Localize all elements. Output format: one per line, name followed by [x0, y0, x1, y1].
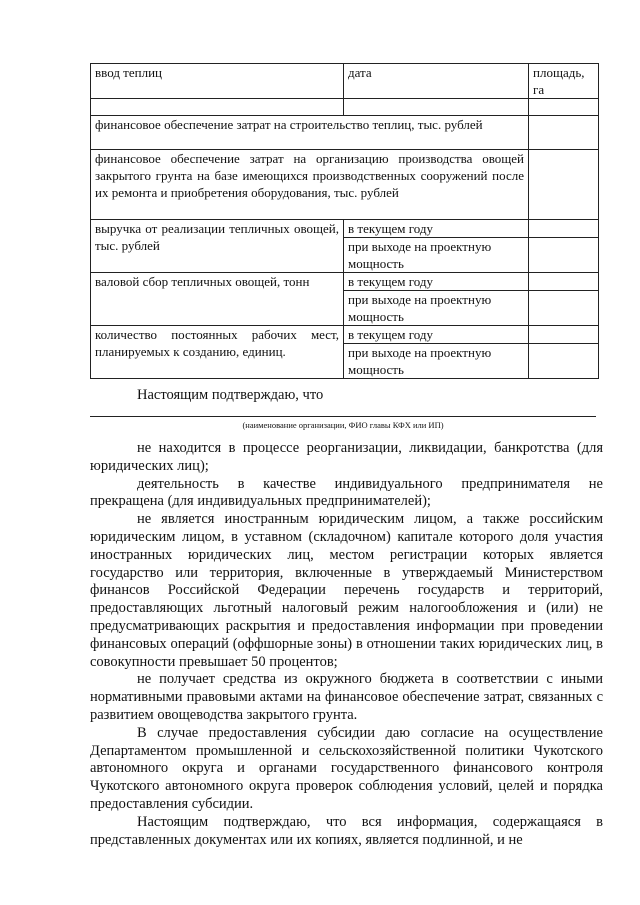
paragraph-information-authentic: Настоящим подтверждаю, что вся информация, содержащаяся в представленных документах или их копиях, является подлинной, и не [90, 813, 603, 848]
header-date: дата [344, 64, 529, 99]
current-year-cell: в текущем году [344, 273, 529, 291]
row-jobs: количество постоянных рабочих мест, планируемых к созданию, единиц. [91, 326, 344, 379]
design-capacity-cell [344, 291, 529, 326]
header-greenhouse-input: ввод теплиц [91, 64, 344, 99]
declaration-body [90, 440, 603, 849]
paragraph-consent-to-audit: В случае предоставления субсидии даю согласие на осуществление Департаментом промышленной и сельскохозяйственной политики Чукотского автономного округа и органами государственного финансового контроля Чукотского автономного округа проверок соблюдения условий, целей и порядка предоставления субсидии. [90, 724, 603, 812]
confirmation-intro: Настоящим подтверждаю, что [137, 387, 324, 403]
empty-cell [529, 238, 599, 273]
design-capacity-cell [344, 344, 529, 379]
current-year-cell: в текущем году [344, 326, 529, 344]
empty-cell [91, 99, 344, 116]
paragraph-no-other-funding: не получает средства из окружного бюджета в соответствии с иными нормативными правовыми актами на финансовое обеспечение затрат, связанных с развитием овощеводства закрытого грунта. [90, 671, 603, 723]
empty-cell [529, 273, 599, 291]
empty-cell [529, 326, 599, 344]
empty-cell [529, 150, 599, 220]
design-capacity-cell [344, 238, 529, 273]
row-financing-construction: финансовое обеспечение затрат на строительство теплиц, тыс. рублей [91, 116, 529, 150]
design-capacity-line1: при выходе на проектную [348, 239, 492, 254]
empty-cell [529, 99, 599, 116]
signature-line [90, 416, 596, 417]
signature-hint: (наименование организации, ФИО главы КФХ или ИП) [242, 420, 444, 430]
empty-cell [529, 220, 599, 238]
header-area-line1: площадь, [533, 65, 585, 80]
design-capacity-line1: при выходе на проектную [348, 292, 492, 307]
current-year-cell: в текущем году [344, 220, 529, 238]
row-harvest: валовой сбор тепличных овощей, тонн [91, 273, 344, 326]
paragraph-not-foreign-entity: не является иностранным юридическим лицом, а также российским юридическим лицом, в уставном (складочном) капитале которого доля участия иностранных юридических лиц, местом регистрации которых является государство или территория, включенные в утверждаемый Министерством финансов Российской Федерации перечень государств и территорий, предоставляющих льготный налоговый режим налогообложения и (или) не предусматривающих раскрытия и предоставления информации при проведении финансовых операций (оффшорные зоны) в отношении таких юридических лиц, в совокупности превышает 50 процентов; [90, 511, 603, 670]
row-financing-organization: финансовое обеспечение затрат на организацию производства овощей закрытого грунта на базе имеющихся производственных сооружений после их ремонта и приобретения оборудования, тыс. рублей [91, 150, 529, 220]
row-revenue: выручка от реализации тепличных овощей, тыс. рублей [91, 220, 344, 273]
empty-cell [344, 99, 529, 116]
design-capacity-line2: мощность [348, 309, 404, 324]
design-capacity-line2: мощность [348, 256, 404, 271]
empty-cell [529, 291, 599, 326]
paragraph-activity-not-terminated: деятельность в качестве индивидуального предпринимателя не прекращена (для индивидуальных предпринимателей); [90, 475, 603, 510]
header-area [529, 64, 599, 99]
empty-cell [529, 344, 599, 379]
empty-cell [529, 116, 599, 150]
subsidy-indicators-table [90, 63, 599, 379]
header-area-line2: га [533, 82, 545, 97]
paragraph-not-in-liquidation: не находится в процессе реорганизации, ликвидации, банкротства (для юридических лиц); [90, 440, 603, 474]
design-capacity-line2: мощность [348, 362, 404, 377]
design-capacity-line1: при выходе на проектную [348, 345, 492, 360]
